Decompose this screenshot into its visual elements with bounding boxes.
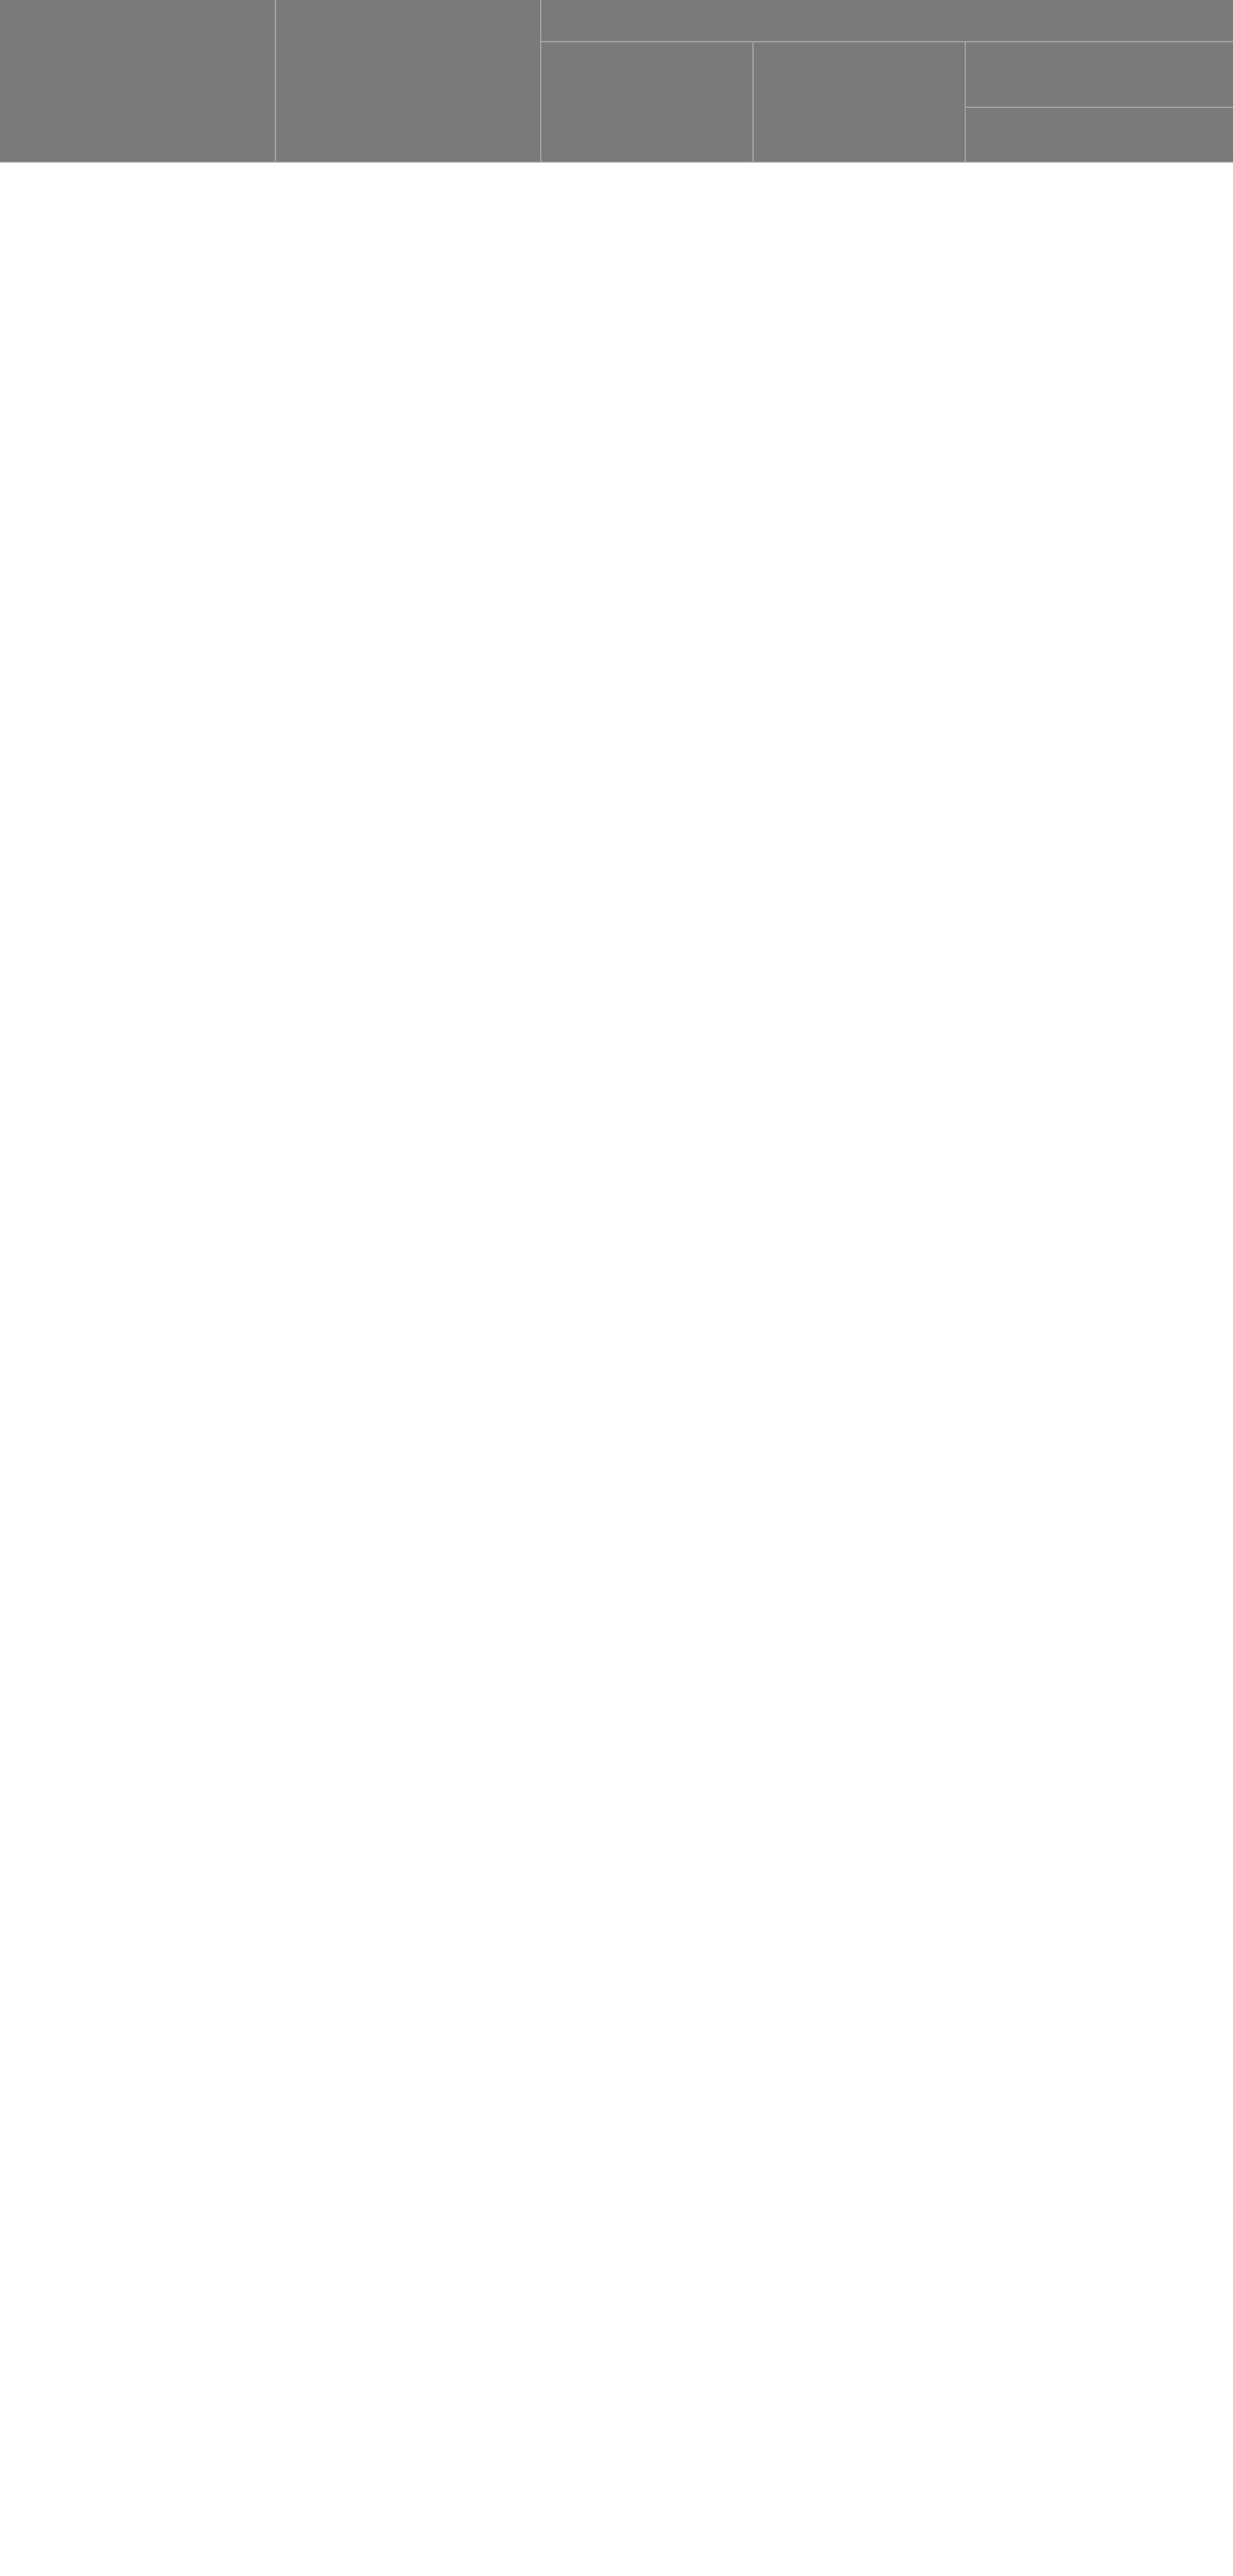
header-univariable bbox=[965, 42, 1233, 107]
header-yes bbox=[541, 42, 753, 162]
table-header bbox=[0, 0, 1233, 162]
header-or-p bbox=[965, 107, 1233, 162]
header-glim bbox=[541, 0, 1233, 42]
header-variable bbox=[0, 0, 275, 162]
header-no bbox=[753, 42, 965, 162]
glim-univariable-table bbox=[0, 0, 1233, 163]
header-subcategory bbox=[275, 0, 541, 162]
